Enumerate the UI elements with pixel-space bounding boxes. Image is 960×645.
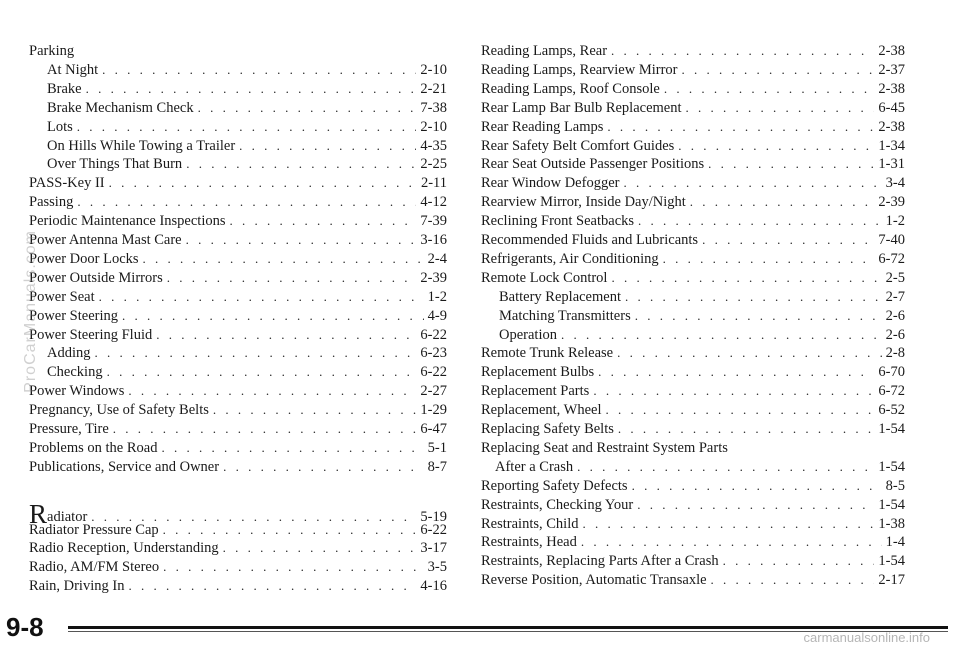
entry-label: Reading Lamps, Roof Console	[481, 80, 660, 97]
page-reference: 6-22	[420, 364, 447, 381]
bottom-watermark: carmanualsonline.info	[803, 630, 930, 645]
entry-label: Reverse Position, Automatic Transaxle	[481, 572, 707, 589]
entry-text	[29, 193, 77, 211]
page-reference: 4-16	[420, 578, 447, 595]
leader-dots	[77, 118, 417, 136]
entry-label: Passing	[29, 194, 74, 211]
entry-label: Power Outside Mirrors	[29, 269, 163, 286]
entry-text	[29, 539, 223, 557]
page-reference: 2-39	[420, 269, 447, 286]
entry-text	[481, 307, 635, 325]
index-entry	[29, 174, 447, 192]
leader-dots	[637, 496, 874, 514]
leader-dots	[223, 539, 417, 557]
entry-label: Matching Transmitters	[499, 307, 631, 324]
entry-label: Parking	[29, 43, 75, 59]
leader-dots	[186, 155, 416, 173]
index-entry	[481, 231, 905, 249]
index-entry	[29, 458, 447, 476]
page-reference: 3-16	[420, 232, 447, 248]
entry-label: Brake Mechanism Check	[47, 99, 194, 116]
entry-label: Reporting Safety Defects	[481, 477, 628, 494]
index-entry	[29, 363, 447, 381]
leader-dots	[617, 344, 882, 362]
index-entry	[29, 42, 447, 60]
entry-text	[481, 269, 611, 287]
entry-label: Replacing Safety Belts	[481, 421, 614, 437]
entry-label: Rear Lamp Bar Bulb Replacement	[481, 99, 682, 116]
leader-dots	[128, 382, 416, 400]
leader-dots	[638, 212, 882, 230]
entry-text	[29, 99, 198, 117]
entry-label: Reading Lamps, Rear	[481, 43, 608, 59]
entry-text	[29, 307, 122, 325]
leader-dots	[128, 577, 416, 595]
index-entry	[29, 577, 447, 595]
entry-label: Reading Lamps, Rearview Mirror	[481, 61, 678, 78]
page-reference: 2-5	[885, 269, 905, 286]
page-reference: 6-47	[420, 421, 447, 437]
leader-dots	[708, 155, 874, 173]
page-number: 9-8	[6, 612, 44, 642]
index-entry	[481, 401, 905, 419]
entry-text	[481, 212, 638, 230]
page-reference: 1-29	[420, 402, 447, 419]
leader-dots	[107, 363, 417, 381]
index-entry	[29, 326, 447, 344]
page-reference: 1-54	[878, 458, 905, 475]
entry-text	[481, 288, 625, 306]
index-entry	[29, 477, 447, 495]
index-entry	[481, 155, 905, 173]
index-entry	[481, 344, 905, 362]
index-entry	[29, 269, 447, 287]
leader-dots	[198, 99, 417, 117]
entry-label: Pressure, Tire	[29, 421, 109, 437]
entry-label: Rear Safety Belt Comfort Guides	[481, 137, 675, 154]
index-entry	[29, 118, 447, 136]
page-reference: 2-38	[878, 80, 905, 97]
leader-dots	[577, 458, 874, 476]
page-reference: 7-38	[420, 99, 447, 116]
leader-dots	[213, 401, 417, 419]
leader-dots	[99, 288, 424, 306]
entry-label: Lots	[47, 118, 73, 135]
page-reference: 1-2	[427, 288, 447, 305]
entry-label: Remote Trunk Release	[481, 345, 614, 362]
entry-label: Replacement, Wheel	[481, 402, 602, 419]
leader-dots	[593, 382, 874, 400]
leader-dots	[143, 250, 424, 268]
entry-text	[481, 137, 678, 155]
page-reference: 2-6	[885, 326, 905, 343]
entry-text	[481, 420, 618, 438]
page-reference: 6-45	[878, 99, 905, 116]
index-entry	[481, 515, 905, 533]
entry-text	[481, 458, 577, 476]
entry-text	[29, 577, 128, 595]
index-entry	[481, 288, 905, 306]
page-reference: 1-54	[878, 421, 905, 437]
page-reference: 3-17	[420, 540, 447, 557]
entry-text	[29, 558, 163, 576]
page-reference: 1-31	[878, 156, 905, 173]
page-reference: 2-7	[885, 288, 905, 305]
leader-dots	[186, 231, 417, 249]
section-letter: R	[29, 498, 48, 529]
entry-label: At Night	[47, 61, 99, 78]
index-entry	[29, 439, 447, 457]
leader-dots	[156, 326, 416, 344]
page-reference: 1-38	[878, 515, 905, 532]
page-reference: 4-12	[420, 194, 447, 211]
index-entry	[481, 137, 905, 155]
leader-dots	[239, 137, 416, 155]
entry-text	[29, 363, 107, 381]
leader-dots	[723, 552, 875, 570]
entry-label: Remote Lock Control	[481, 269, 608, 286]
index-entry	[29, 344, 447, 362]
entry-label: Replacing Seat and Restraint System Parts	[481, 439, 728, 456]
leader-dots	[618, 420, 875, 438]
leader-dots	[606, 401, 875, 419]
entry-text	[29, 212, 230, 230]
page-reference: 2-21	[420, 80, 447, 97]
index-entry	[29, 521, 447, 539]
leader-dots	[161, 439, 423, 457]
index-entry	[481, 193, 905, 211]
entry-label: Power Seat	[29, 288, 95, 305]
page-reference: 4-9	[427, 307, 447, 324]
page-reference: 2-17	[878, 572, 905, 589]
leader-dots	[223, 458, 424, 476]
entry-text	[481, 80, 664, 98]
page-reference: 6-22	[420, 326, 447, 343]
footer-rule	[68, 626, 948, 629]
index-entry	[481, 99, 905, 117]
index-entry	[481, 363, 905, 381]
entry-text	[481, 401, 606, 419]
entry-text	[29, 269, 167, 287]
entry-text	[481, 477, 632, 495]
page-reference: 3-5	[427, 559, 447, 576]
leader-dots	[598, 363, 874, 381]
entry-text	[481, 382, 593, 400]
entry-text	[481, 326, 561, 344]
entry-text	[481, 439, 732, 457]
index-entry	[481, 269, 905, 287]
leader-dots	[682, 61, 875, 79]
page-reference: 2-38	[878, 118, 905, 135]
entry-text	[29, 118, 77, 136]
entry-label: PASS-Key II	[29, 175, 105, 192]
leader-dots	[663, 250, 875, 268]
index-entry	[29, 539, 447, 557]
entry-text	[481, 174, 623, 192]
entry-text	[481, 61, 682, 79]
entry-label: Rear Seat Outside Passenger Positions	[481, 156, 705, 173]
entry-text	[29, 174, 109, 192]
index-entry	[481, 552, 905, 570]
leader-dots	[702, 231, 874, 249]
page-reference: 5-19	[420, 508, 447, 525]
page-reference: 2-6	[885, 307, 905, 324]
page-reference: 1-2	[885, 213, 905, 230]
entry-label: Operation	[499, 326, 557, 343]
entry-text	[29, 458, 223, 476]
page-reference: 1-34	[878, 137, 905, 154]
leader-dots	[623, 174, 881, 192]
index-entry	[481, 80, 905, 98]
leader-dots	[664, 80, 875, 98]
entry-text	[481, 42, 611, 60]
entry-text	[481, 118, 607, 136]
page-reference: 6-70	[878, 364, 905, 381]
page-reference: 4-35	[420, 137, 447, 154]
entry-label: Checking	[47, 364, 103, 381]
entry-label: On Hills While Towing a Trailer	[47, 137, 236, 154]
leader-dots	[581, 533, 882, 551]
entry-text	[29, 401, 213, 419]
entry-label: Pregnancy, Use of Safety Belts	[29, 402, 209, 419]
entry-label: Power Windows	[29, 383, 125, 400]
page-reference: 8-5	[885, 477, 905, 494]
entry-text	[481, 193, 690, 211]
entry-text	[481, 344, 617, 362]
index-entry	[481, 477, 905, 495]
index-entry	[481, 118, 905, 136]
index-entry	[481, 496, 905, 514]
index-entry	[481, 174, 905, 192]
page-reference: 7-40	[878, 232, 905, 248]
index-entry	[29, 155, 447, 173]
page-reference: 6-52	[878, 402, 905, 419]
entry-label: Recommended Fluids and Lubricants	[481, 232, 699, 248]
entry-text	[29, 61, 102, 79]
leader-dots	[95, 344, 417, 362]
index-entry	[481, 439, 905, 457]
page-reference: 2-25	[420, 156, 447, 173]
entry-label: Problems on the Road	[29, 439, 158, 456]
index-entry	[481, 250, 905, 268]
entry-label: Periodic Maintenance Inspections	[29, 213, 226, 230]
leader-dots	[122, 307, 424, 325]
index-entry	[481, 458, 905, 476]
leader-dots	[611, 269, 881, 287]
entry-text	[29, 137, 239, 155]
index-entry	[481, 571, 905, 589]
entry-label: Rear Reading Lamps	[481, 118, 604, 135]
page-reference: 2-39	[878, 194, 905, 211]
index-entry	[481, 307, 905, 325]
index-entry	[29, 212, 447, 230]
entry-text	[29, 420, 113, 438]
index-entry	[481, 61, 905, 79]
entry-text	[29, 382, 128, 400]
entry-label: Battery Replacement	[499, 288, 621, 305]
index-entry	[29, 193, 447, 211]
index-entry	[481, 326, 905, 344]
page-reference: 2-10	[420, 118, 447, 135]
leader-dots	[230, 212, 417, 230]
index-entry	[29, 558, 447, 576]
index-entry	[29, 137, 447, 155]
entry-label: Power Steering Fluid	[29, 326, 153, 343]
page-reference: 6-72	[878, 250, 905, 267]
entry-label: Radio, AM/FM Stereo	[29, 559, 160, 576]
index-entry	[29, 382, 447, 400]
entry-label: Replacement Bulbs	[481, 364, 595, 381]
index-entry	[29, 307, 447, 325]
entry-label: Replacement Parts	[481, 383, 590, 400]
entry-text	[29, 439, 161, 457]
leader-dots	[561, 326, 882, 344]
leader-dots	[632, 477, 882, 495]
entry-text	[481, 533, 581, 551]
entry-text	[481, 496, 637, 514]
entry-label: Rearview Mirror, Inside Day/Night	[481, 194, 686, 211]
index-entry	[29, 250, 447, 268]
page-reference: 7-39	[420, 213, 447, 230]
entry-label: adiator	[47, 508, 88, 525]
entry-text	[481, 571, 711, 589]
page-reference: 6-72	[878, 383, 905, 400]
entry-text	[481, 155, 708, 173]
leader-dots	[86, 80, 417, 98]
leader-dots	[77, 193, 416, 211]
entry-text	[481, 363, 598, 381]
page-reference: 2-11	[420, 175, 447, 192]
entry-text	[481, 250, 663, 268]
index-entry	[481, 212, 905, 230]
entry-text	[29, 326, 156, 344]
entry-text	[29, 231, 186, 249]
page-reference: 2-37	[878, 61, 905, 78]
leader-dots	[690, 193, 875, 211]
leader-dots	[711, 571, 875, 589]
entry-label: Restraints, Child	[481, 515, 579, 532]
leader-dots	[113, 420, 417, 438]
entry-label: Restraints, Replacing Parts After a Crash	[481, 553, 719, 570]
entry-label: Rain, Driving In	[29, 578, 125, 595]
leader-dots	[607, 118, 874, 136]
leader-dots	[163, 558, 424, 576]
page-reference: 6-22	[420, 521, 447, 538]
entry-label: Rear Window Defogger	[481, 175, 620, 192]
entry-text	[29, 521, 163, 539]
index-entry	[29, 420, 447, 438]
side-watermark: ProCarManuals.com	[22, 230, 39, 393]
leader-dots	[163, 521, 417, 539]
index-entry	[481, 382, 905, 400]
page-reference: 1-54	[878, 553, 905, 570]
page-reference: 2-4	[427, 250, 447, 267]
index-entry	[29, 288, 447, 306]
page-reference: 2-8	[885, 345, 905, 362]
entry-label: Radio Reception, Understanding	[29, 540, 219, 557]
entry-label: Reclining Front Seatbacks	[481, 213, 635, 230]
leader-dots	[167, 269, 417, 287]
page-reference: 1-54	[878, 496, 905, 513]
entry-label: Publications, Service and Owner	[29, 458, 220, 475]
entry-text	[481, 99, 686, 117]
leader-dots	[678, 137, 874, 155]
leader-dots	[625, 288, 882, 306]
entry-text	[29, 42, 78, 60]
leader-dots	[635, 307, 882, 325]
entry-label: Brake	[47, 80, 82, 97]
entry-label: Refrigerants, Air Conditioning	[481, 250, 659, 267]
index-entry	[481, 420, 905, 438]
page-reference: 2-38	[878, 43, 905, 59]
entry-label: Adding	[47, 345, 91, 362]
index-entry	[29, 99, 447, 117]
entry-label: Restraints, Head	[481, 534, 577, 551]
index-entry	[29, 61, 447, 79]
page-reference: 2-10	[420, 61, 447, 78]
page-reference: 6-23	[420, 345, 447, 362]
entry-label: After a Crash	[495, 458, 574, 475]
entry-text	[29, 250, 143, 268]
page-reference: 3-4	[885, 175, 905, 192]
page-reference: 5-1	[427, 439, 447, 456]
index-entry	[481, 533, 905, 551]
page-reference: 1-4	[885, 534, 905, 551]
entry-label: Radiator Pressure Cap	[29, 521, 159, 538]
entry-label: Power Steering	[29, 307, 118, 324]
leader-dots	[686, 99, 875, 117]
entry-label: Power Antenna Mast Care	[29, 232, 182, 248]
entry-text	[29, 155, 186, 173]
entry-text	[29, 80, 86, 98]
entry-text	[481, 515, 582, 533]
leader-dots	[109, 174, 417, 192]
entry-text	[481, 231, 702, 249]
page-reference: 8-7	[427, 458, 447, 475]
index-entry	[29, 401, 447, 419]
index-entry	[29, 80, 447, 98]
page-reference: 2-27	[420, 383, 447, 400]
leader-dots	[102, 61, 416, 79]
entry-text	[481, 552, 723, 570]
entry-label: Over Things That Burn	[47, 156, 183, 173]
leader-dots	[582, 515, 874, 533]
index-entry	[29, 231, 447, 249]
entry-label: Restraints, Checking Your	[481, 496, 634, 513]
entry-label: Power Door Locks	[29, 250, 139, 267]
leader-dots	[611, 42, 874, 60]
index-entry	[481, 42, 905, 60]
